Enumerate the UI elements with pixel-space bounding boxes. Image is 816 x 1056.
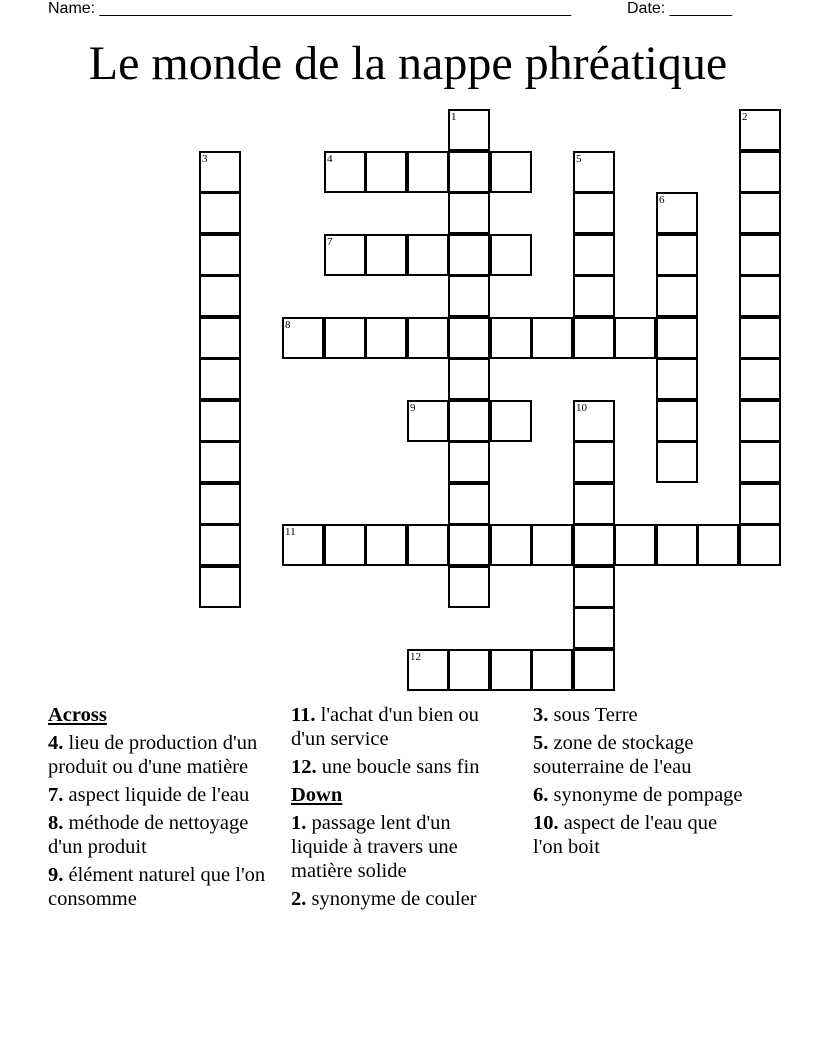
clue-number: 11. [291, 704, 316, 726]
crossword-cell[interactable] [199, 234, 241, 276]
clue-number: 10. [533, 812, 559, 834]
clue-down-2 [291, 887, 501, 911]
crossword-cell[interactable] [407, 151, 449, 193]
crossword-cell[interactable] [324, 317, 366, 359]
clue-across-12 [291, 755, 501, 779]
crossword-cell[interactable] [656, 400, 698, 442]
crossword-cell[interactable] [448, 234, 490, 276]
crossword-cell[interactable] [573, 317, 615, 359]
clues-column-2 [291, 703, 501, 915]
crossword-cell[interactable] [739, 400, 781, 442]
crossword-cell[interactable] [573, 566, 615, 608]
crossword-cell[interactable] [448, 441, 490, 483]
crossword-cell[interactable] [573, 441, 615, 483]
clue-text: aspect de l'eau que l'on boit [533, 812, 718, 858]
crossword-cell[interactable] [324, 524, 366, 566]
clue-number-label: 8 [285, 319, 291, 331]
crossword-cell[interactable] [407, 234, 449, 276]
clue-number: 4. [48, 732, 64, 754]
crossword-cell[interactable] [573, 400, 615, 442]
crossword-cell[interactable] [490, 151, 532, 193]
crossword-cell[interactable] [739, 317, 781, 359]
clue-down-10 [533, 811, 743, 859]
crossword-cell[interactable] [199, 358, 241, 400]
crossword-cell[interactable] [490, 234, 532, 276]
clue-down-3 [533, 703, 743, 727]
clue-number-label: 12 [410, 651, 421, 663]
clue-text: synonyme de pompage [548, 784, 743, 806]
clue-text: zone de stockage souterraine de l'eau [533, 732, 694, 778]
crossword-cell[interactable] [407, 524, 449, 566]
crossword-cell[interactable] [656, 192, 698, 234]
crossword-cell[interactable] [490, 649, 532, 691]
clue-text: passage lent d'un liquide à travers une matière solide [291, 812, 458, 882]
clue-number: 8. [48, 812, 64, 834]
clue-number-label: 2 [742, 111, 748, 123]
crossword-cell[interactable] [573, 234, 615, 276]
crossword-cell[interactable] [573, 524, 615, 566]
crossword-cell[interactable] [199, 524, 241, 566]
crossword-cell[interactable] [365, 317, 407, 359]
clue-number: 9. [48, 864, 64, 886]
crossword-cell[interactable] [739, 275, 781, 317]
across-heading: Across [48, 704, 107, 726]
clue-number: 1. [291, 812, 307, 834]
crossword-cell[interactable] [199, 151, 241, 193]
date-field-label: Date: _______ [627, 0, 732, 17]
clue-down-6 [533, 783, 743, 807]
clue-down-1 [291, 811, 501, 883]
clue-number-label: 7 [327, 236, 333, 248]
crossword-cell[interactable] [199, 400, 241, 442]
crossword-cell[interactable] [573, 483, 615, 525]
clue-down-5 [533, 731, 743, 779]
crossword-cell[interactable] [448, 524, 490, 566]
crossword-cell[interactable] [199, 566, 241, 608]
clue-number: 3. [533, 704, 549, 726]
crossword-cell[interactable] [656, 275, 698, 317]
clue-number-label: 4 [327, 153, 333, 165]
crossword-cell[interactable] [531, 524, 573, 566]
crossword-cell[interactable] [490, 524, 532, 566]
clues-column-1 [48, 703, 284, 915]
crossword-cell[interactable] [365, 524, 407, 566]
clue-number-label: 9 [410, 402, 416, 414]
down-heading: Down [291, 784, 343, 806]
crossword-cell[interactable] [407, 400, 449, 442]
clue-across-4 [48, 731, 284, 779]
clue-number: 7. [48, 784, 64, 806]
crossword-cell[interactable] [199, 317, 241, 359]
clue-across-11 [291, 703, 501, 751]
clue-text: méthode de nettoyage d'un produit [48, 812, 249, 858]
name-field-label: Name: _____________________________________________________ [48, 0, 572, 17]
crossword-cell[interactable] [656, 524, 698, 566]
crossword-cell[interactable] [365, 234, 407, 276]
crossword-cell[interactable] [573, 275, 615, 317]
crossword-cell[interactable] [739, 234, 781, 276]
crossword-cell[interactable] [324, 151, 366, 193]
crossword-cell[interactable] [448, 566, 490, 608]
clue-text: aspect liquide de l'eau [63, 784, 250, 806]
crossword-cell[interactable] [739, 483, 781, 525]
crossword-cell[interactable] [656, 234, 698, 276]
clue-number-label: 5 [576, 153, 582, 165]
clue-text: sous Terre [548, 704, 638, 726]
crossword-cell[interactable] [490, 400, 532, 442]
crossword-cell[interactable] [573, 192, 615, 234]
clue-text: lieu de production d'un produit ou d'une matière [48, 732, 258, 778]
crossword-cell[interactable] [448, 151, 490, 193]
clue-text: une boucle sans fin [316, 756, 480, 778]
crossword-cell[interactable] [448, 400, 490, 442]
crossword-cell[interactable] [739, 192, 781, 234]
crossword-cell[interactable] [448, 358, 490, 400]
clue-across-9 [48, 863, 284, 911]
crossword-cell[interactable] [199, 192, 241, 234]
page-title: Le monde de la nappe phréatique [88, 37, 728, 90]
clue-across-8 [48, 811, 284, 859]
clue-number: 5. [533, 732, 549, 754]
crossword-cell[interactable] [573, 151, 615, 193]
crossword-cell[interactable] [531, 649, 573, 691]
crossword-cell[interactable] [739, 524, 781, 566]
clues-column-3 [533, 703, 743, 863]
crossword-cell[interactable] [407, 317, 449, 359]
crossword-cell[interactable] [656, 358, 698, 400]
crossword-cell[interactable] [656, 441, 698, 483]
crossword-cell[interactable] [697, 524, 739, 566]
crossword-cell[interactable] [407, 649, 449, 691]
clue-number-label: 6 [659, 194, 665, 206]
clue-number-label: 10 [576, 402, 587, 414]
crossword-cell[interactable] [282, 524, 324, 566]
crossword-cell[interactable] [656, 317, 698, 359]
clue-number: 6. [533, 784, 549, 806]
crossword-cell[interactable] [199, 441, 241, 483]
crossword-cell[interactable] [739, 358, 781, 400]
crossword-cell[interactable] [614, 317, 656, 359]
crossword-cell[interactable] [199, 483, 241, 525]
clue-number-label: 11 [285, 526, 296, 538]
crossword-cell[interactable] [614, 524, 656, 566]
crossword-cell[interactable] [282, 317, 324, 359]
clue-text: synonyme de couler [306, 888, 477, 910]
clue-number-label: 3 [202, 153, 208, 165]
crossword-cell[interactable] [490, 317, 532, 359]
crossword-cell[interactable] [199, 275, 241, 317]
crossword-cell[interactable] [448, 649, 490, 691]
clue-number-label: 1 [451, 111, 457, 123]
clue-number: 2. [291, 888, 307, 910]
crossword-cell[interactable] [324, 234, 366, 276]
crossword-cell[interactable] [365, 151, 407, 193]
crossword-cell[interactable] [448, 109, 490, 151]
clue-text: l'achat d'un bien ou d'un service [291, 704, 479, 750]
clue-across-7 [48, 783, 284, 807]
clue-text: élément naturel que l'on consomme [48, 864, 266, 910]
clue-number: 12. [291, 756, 317, 778]
crossword-cell[interactable] [573, 649, 615, 691]
crossword-cell[interactable] [739, 109, 781, 151]
crossword-cell[interactable] [448, 192, 490, 234]
crossword-cell[interactable] [573, 607, 615, 649]
crossword-cell[interactable] [531, 317, 573, 359]
crossword-cell[interactable] [739, 151, 781, 193]
crossword-cell[interactable] [448, 483, 490, 525]
crossword-cell[interactable] [448, 275, 490, 317]
crossword-cell[interactable] [739, 441, 781, 483]
crossword-cell[interactable] [448, 317, 490, 359]
